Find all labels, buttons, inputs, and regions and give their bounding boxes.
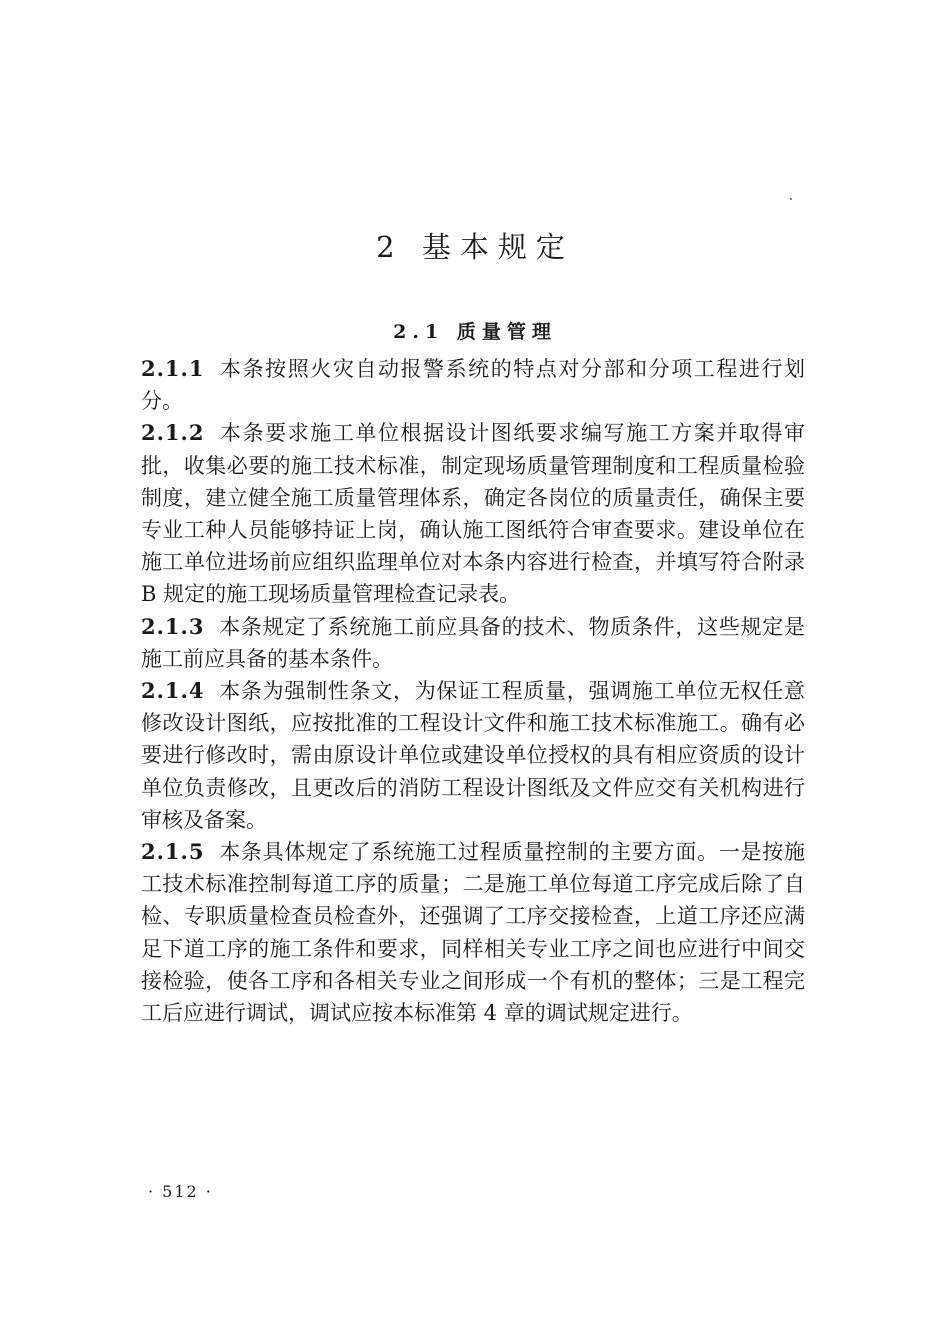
clause-text: 本条规定了系统施工前应具备的技术、物质条件，这些规定是施工前应具备的基本条件。 (141, 614, 805, 671)
section-title: 2.1 质量管理 (393, 320, 557, 343)
clause-number: 2.1.3 (141, 613, 205, 639)
clause-number: 2.1.1 (141, 356, 205, 381)
clause-number: 2.1.2 (141, 420, 205, 446)
clause-number: 2.1.5 (141, 839, 205, 865)
clause-text: 本条为强制性条文，为保证工程质量，强调施工单位无权任意修改设计图纸，应按批准的工程设计文件和施工技术标准施工。确有必要进行修改时，需由原设计单位或建设单位授权的具有相应资质的设计单位负责修改，且更改后的消防工程设计图纸及文件应交有关机构进行审核及备案。 (141, 679, 805, 832)
clause-2-1-2 (141, 417, 805, 610)
clause-2-1-3 (141, 611, 805, 675)
clause-2-1-4 (141, 675, 805, 836)
clause-list (141, 353, 805, 1029)
chapter-title: 2 基本规定 (376, 230, 574, 265)
clause-text: 本条具体规定了系统施工过程质量控制的主要方面。一是按施工技术标准控制每道工序的质量；二是施工单位每道工序完成后除了自检、专职质量检查员检查外，还强调了工序交接检查，上道工序还应满足下道工序的施工条件和要求，同样相关专业工序之间也应进行中间交接检验，使各工序和各相关专业之间形成一个有机的整体；三是工程完工后应进行调试，调试应按本标准第 4 章的调试规定进行。 (141, 840, 805, 1026)
clause-text: 本条要求施工单位根据设计图纸要求编写施工方案并取得审批，收集必要的施工技术标准，制定现场质量管理制度和工程质量检验制度，建立健全施工质量管理体系，确定各岗位的质量责任，确保主要专业工种人员能够持证上岗，确认施工图纸符合审查要求。建设单位在施工单位进场前应组织监理单位对本条内容进行检查，并填写符合附录 B 规定的施工现场质量管理检查记录表。 (141, 421, 805, 607)
clause-2-1-1 (141, 353, 805, 417)
page-number: · 512 · (148, 1182, 213, 1201)
clause-text: 本条按照火灾自动报警系统的特点对分部和分项工程进行划分。 (141, 357, 805, 414)
clause-number: 2.1.4 (141, 678, 205, 704)
clause-2-1-5 (141, 836, 805, 1029)
scan-speck (790, 198, 792, 200)
